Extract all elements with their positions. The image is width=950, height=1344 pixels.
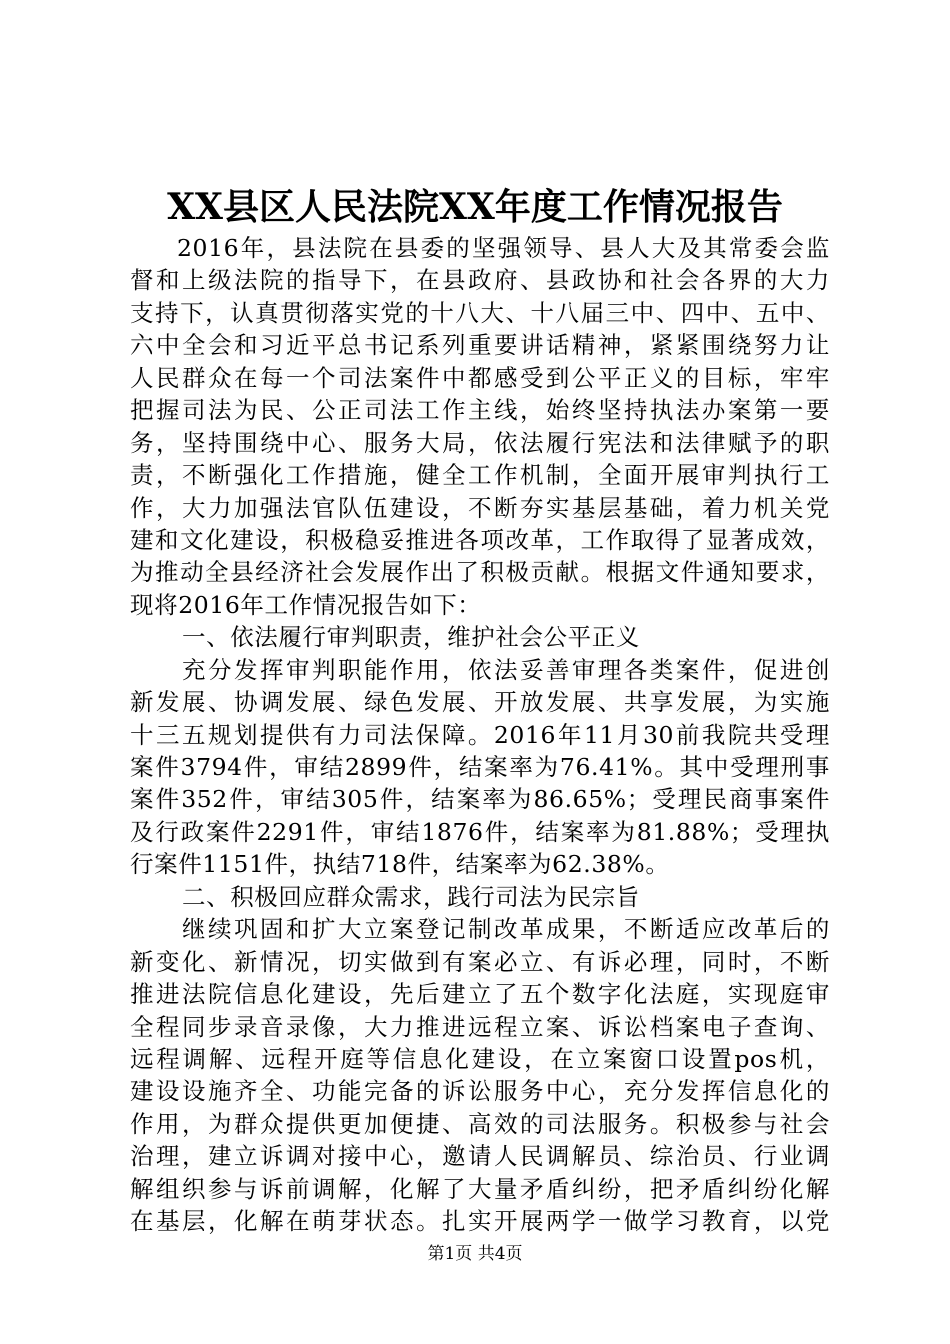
text-line: 继续巩固和扩大立案登记制改革成果，不断适应改革后的 [182,915,830,944]
text-line: 现将2016年工作情况报告如下： [130,590,482,619]
text-line: 2016年，县法院在县委的坚强领导、县人大及其常委会监 [177,234,830,262]
text-line: 解组织参与诉前调解，化解了大量矛盾纠纷，把矛盾纠纷化解 [130,1174,830,1203]
text-line: 在基层，化解在萌芽状态。扎实开展两学一做学习教育，以党 [130,1207,830,1236]
text-line: 把握司法为民、公正司法工作主线，始终坚持执法办案第一要 [130,396,830,425]
document-title: XX县区人民法院XX年度工作情况报告 [167,186,783,228]
text-line: 人民群众在每一个司法案件中都感受到公平正义的目标，牢牢 [130,363,830,392]
page-footer: 第1页 共4页 [427,1244,523,1264]
section-heading: 一、依法履行审判职责，维护社会公平正义 [182,623,640,652]
text-line: 支持下，认真贯彻落实党的十八大、十八届三中、四中、五中、 [130,298,830,327]
text-line: 督和上级法院的指导下，在县政府、县政协和社会各界的大力 [130,266,830,295]
text-line: 建设设施齐全、功能完备的诉讼服务中心，充分发挥信息化的 [130,1077,830,1106]
text-line: 推进法院信息化建设，先后建立了五个数字化法庭，实现庭审 [130,980,830,1009]
text-line: 案件3794件，审结2899件，结案率为76.41%。其中受理刑事 [130,753,830,781]
text-line: 建和文化建设，积极稳妥推进各项改革，工作取得了显著成效， [130,525,830,554]
document-body [130,232,830,1238]
text-line: 十三五规划提供有力司法保障。2016年11月30前我院共受理 [130,720,830,749]
text-line: 行案件1151件，执结718件，结案率为62.38%。 [130,850,670,879]
text-line: 作，大力加强法官队伍建设，不断夯实基层基础，着力机关党 [130,493,830,522]
text-line: 充分发挥审判职能作用，依法妥善审理各类案件，促进创 [182,655,830,684]
text-line: 治理，建立诉调对接中心，邀请人民调解员、综治员、行业调 [130,1142,830,1171]
text-line: 全程同步录音录像，大力推进远程立案、诉讼档案电子查询、 [130,1012,830,1041]
text-line: 责，不断强化工作措施，健全工作机制，全面开展审判执行工 [130,461,830,490]
text-line: 务，坚持围绕中心、服务大局，依法履行宪法和法律赋予的职 [130,428,830,457]
section-heading: 二、积极回应群众需求，践行司法为民宗旨 [182,882,640,911]
text-line: 六中全会和习近平总书记系列重要讲话精神，紧紧围绕努力让 [130,331,830,360]
text-line: 远程调解、远程开庭等信息化建设，在立案窗口设置pos机， [130,1044,830,1073]
text-line: 新变化、新情况，切实做到有案必立、有诉必理，同时，不断 [130,947,830,976]
text-line: 案件352件，审结305件，结案率为86.65%；受理民商事案件 [130,785,830,814]
text-line: 作用，为群众提供更加便捷、高效的司法服务。积极参与社会 [130,1109,830,1138]
text-line: 新发展、协调发展、绿色发展、开放发展、共享发展，为实施 [130,688,830,717]
text-line: 及行政案件2291件，审结1876件，结案率为81.88%；受理执 [130,817,830,846]
text-line: 为推动全县经济社会发展作出了积极贡献。根据文件通知要求， [130,558,830,587]
